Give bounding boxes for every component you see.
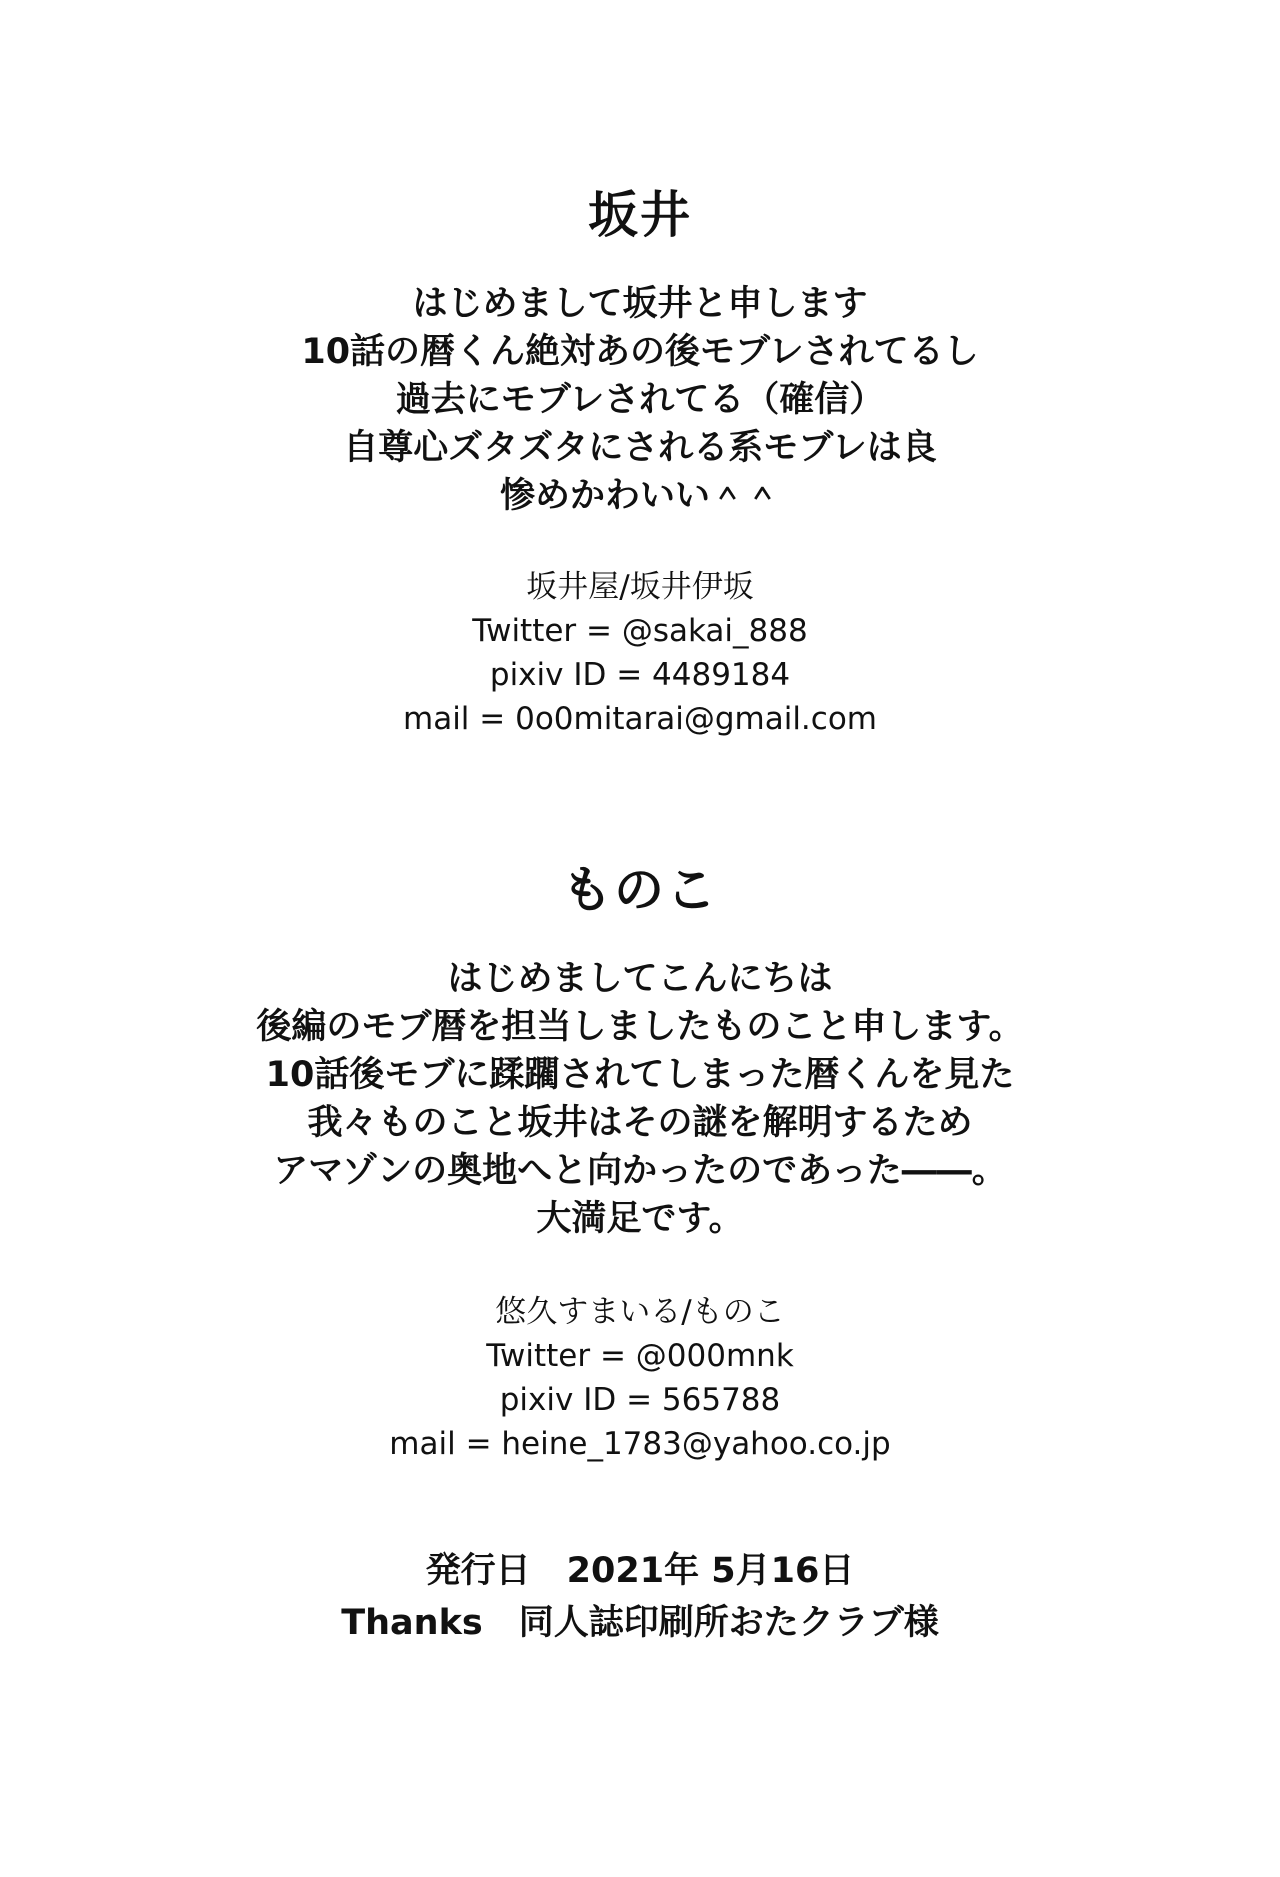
thanks-label: Thanks — [341, 1603, 483, 1643]
sakai-message-line: はじめまして坂井と申します — [412, 284, 868, 324]
monoko-message — [0, 955, 1280, 1243]
sakai-message-line: 過去にモブレされてる（確信） — [395, 380, 885, 420]
sakai-message-line: 10話の暦くん絶対あの後モブレされてるし — [301, 332, 979, 372]
sakai-contact-info — [0, 565, 1280, 741]
sakai-pixiv-id: pixiv ID = 4489184 — [489, 657, 791, 693]
monoko-message-line: アマゾンの奥地へと向かったのであった――。 — [273, 1151, 1007, 1191]
sakai-twitter: Twitter = @sakai_888 — [472, 613, 808, 649]
monoko-section-heading: ものこ — [562, 861, 718, 919]
colophon — [0, 1545, 1280, 1649]
sakai-section-heading: 坂井 — [588, 186, 692, 244]
thanks-line — [0, 1597, 1280, 1649]
sakai-circle-name: 坂井屋/坂井伊坂 — [526, 569, 754, 605]
monoko-pixiv-id: pixiv ID = 565788 — [499, 1382, 781, 1418]
issue-date-label: 発行日 — [425, 1551, 531, 1591]
sakai-message — [0, 280, 1280, 520]
sakai-message-line: 惨めかわいい＾＾ — [499, 476, 780, 516]
monoko-message-line: 10話後モブに蹂躙されてしまった暦くんを見た — [265, 1055, 1015, 1095]
issue-date-line — [0, 1545, 1280, 1597]
monoko-message-line: 後編のモブ暦を担当しましたものこと申します。 — [256, 1007, 1024, 1047]
monoko-message-line: 我々ものこと坂井はその謎を解明するため — [307, 1103, 973, 1143]
issue-date: 2021年 5月16日 — [566, 1551, 855, 1591]
monoko-message-line: 大満足です。 — [536, 1199, 744, 1239]
monoko-message-line: はじめましてこんにちは — [447, 959, 833, 999]
monoko-twitter: Twitter = @000mnk — [486, 1338, 794, 1374]
sakai-mail: mail = 0o0mitarai@gmail.com — [403, 701, 877, 737]
thanks-recipient: 同人誌印刷所おたクラブ様 — [518, 1603, 939, 1643]
monoko-circle-name: 悠久すまいる/ものこ — [495, 1294, 785, 1330]
monoko-contact-info — [0, 1290, 1280, 1466]
monoko-mail: mail = heine_1783@yahoo.co.jp — [389, 1426, 891, 1462]
sakai-message-line: 自尊心ズタズタにされる系モブレは良 — [343, 428, 937, 468]
